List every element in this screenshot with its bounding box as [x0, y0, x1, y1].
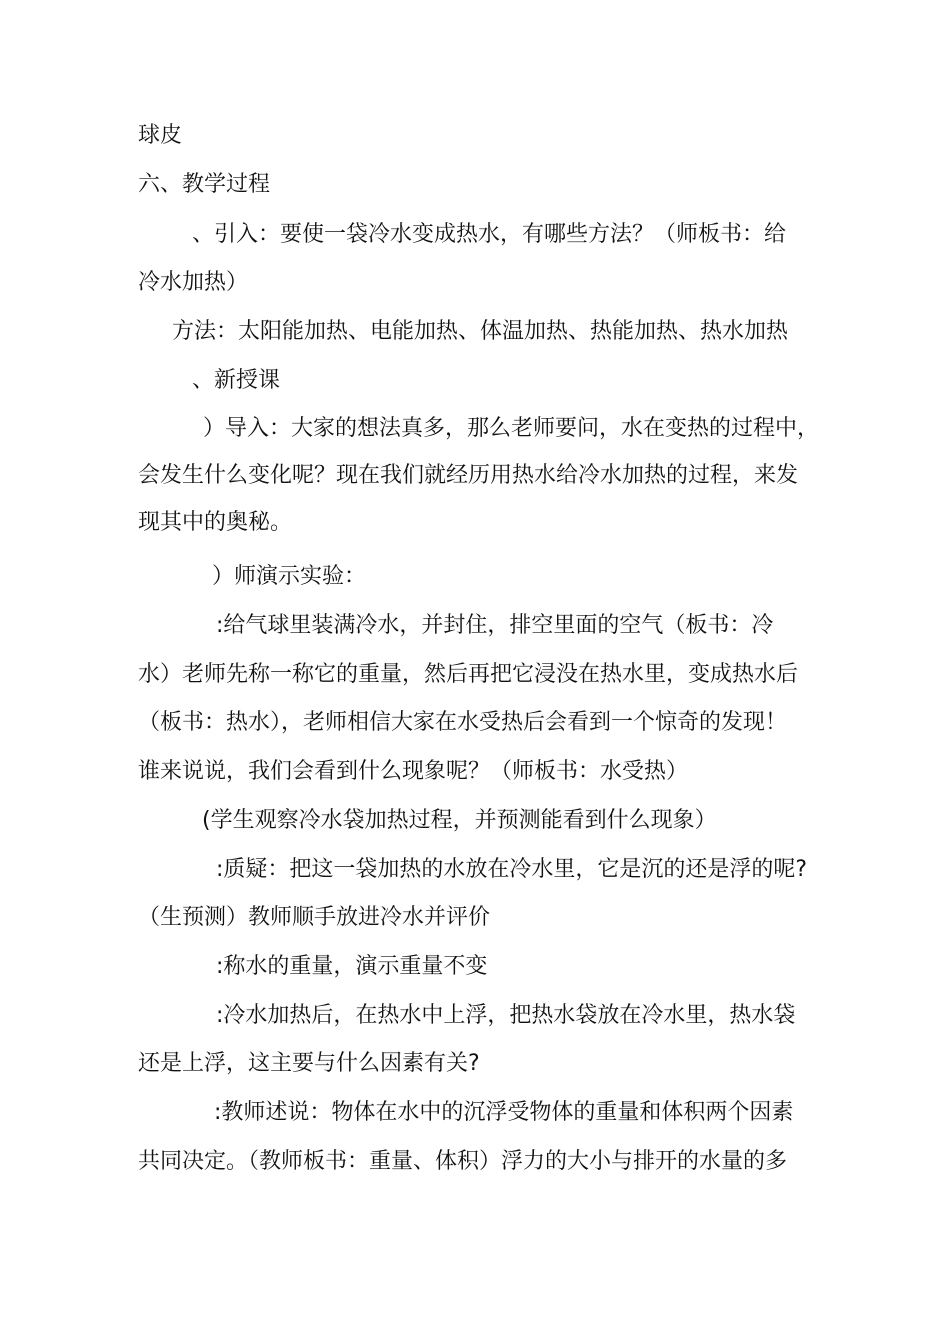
text-line: 冷水加热）	[138, 270, 249, 295]
text-line: 会发生什么变化呢？现在我们就经历用热水给冷水加热的过程，来发	[138, 463, 799, 488]
text-line: :质疑：把这一袋加热的水放在冷水里，它是沉的还是浮的呢?	[216, 857, 808, 882]
subsection-heading: 、新授课	[192, 368, 281, 393]
text-line: 方法：太阳能加热、电能加热、体温加热、热能加热、热水加热	[172, 319, 789, 344]
section-heading: 六、教学过程	[138, 172, 271, 197]
text-line: 谁来说说，我们会看到什么现象呢？（师板书：水受热）	[138, 759, 689, 784]
text-line: :冷水加热后，在热水中上浮，把热水袋放在冷水里，热水袋	[216, 1003, 796, 1028]
text-line: 、引入：要使一袋冷水变成热水，有哪些方法？（师板书：给	[192, 222, 787, 247]
text-line: :给气球里装满冷水，并封住，排空里面的空气（板书：冷	[216, 613, 774, 638]
text-line: （板书：热水），老师相信大家在水受热后会看到一个惊奇的发现！	[138, 710, 788, 735]
text-line: ）师演示实验：	[212, 564, 367, 589]
text-line: (学生观察冷水袋加热过程，并预测能看到什么现象）	[202, 808, 717, 833]
text-line: :教师述说：物体在水中的沉浮受物体的重量和体积两个因素	[214, 1100, 794, 1125]
text-line: 现其中的奥秘。	[138, 510, 293, 535]
text-line: 还是上浮，这主要与什么因素有关?	[138, 1051, 480, 1076]
text-line: 水）老师先称一称它的重量，然后再把它浸没在热水里，变成热水后	[138, 662, 799, 687]
text-line: （生预测）教师顺手放进冷水并评价	[138, 905, 491, 930]
text-line: 球皮	[138, 123, 183, 148]
text-line: 共同决定。（教师板书：重量、体积）浮力的大小与排开的水量的多	[138, 1149, 788, 1174]
text-line: :称水的重量，演示重量不变	[216, 954, 488, 979]
text-line: ）导入：大家的想法真多，那么老师要问，水在变热的过程中，	[203, 416, 820, 441]
